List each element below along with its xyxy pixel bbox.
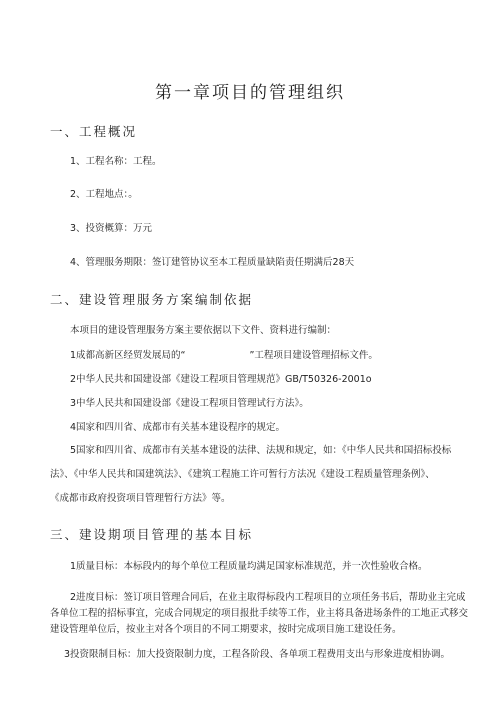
objective-investment: 3投资限制目标：加大投资限制力度，工程各阶段、各单项工程费用支出与形象进度相协调。 [64, 649, 451, 660]
basis-item-5-line-2: 法》、《中华人民共和国建筑法》、《建筑工程施工许可暂行方法况《建设工程质量管理条例》、 [50, 469, 435, 480]
overview-item-name: 1、工程名称：工程。 [70, 156, 162, 167]
objective-schedule-line-1: 2进度目标：签订项目管理合同后，在业主取得标段内工程项目的立项任务书后，帮助业主完成 [70, 592, 466, 603]
objective-quality: 1质量目标：本标段内的每个单位工程质量均满足国家标准规范，并一次性验收合格。 [70, 561, 428, 572]
basis-item-1-prefix: 1成都高新区经贸发展局的“ [70, 350, 186, 361]
basis-item-5-line-3: 《成都市政府投资项目管理暂行方法》等。 [50, 493, 231, 504]
overview-item-budget: 3、投资概算：万元 [70, 223, 153, 234]
section-heading-basis: 二、建设管理服务方案编制依据 [50, 292, 254, 307]
basis-item-2: 2中华人民共和国建设部《建设工程项目管理规范》GB/T50326-2001o [70, 374, 372, 385]
basis-intro: 本项目的建设管理服务方案主要依据以下文件、资料进行编制： [70, 325, 337, 336]
overview-item-service-period: 4、管理服务期限：签订建管协议至本工程质量缺陷责任期满后28天 [70, 257, 355, 268]
basis-item-1 [70, 349, 378, 363]
basis-item-3: 3中华人民共和国建设部《建设工程项目管理试行方法》。 [70, 398, 309, 409]
section-heading-overview: 一、工程概况 [50, 124, 138, 139]
basis-item-4: 4国家和四川省、成都市有关基本建设程序的规定。 [70, 422, 286, 433]
overview-item-location: 2、工程地点：。 [70, 189, 138, 200]
objective-schedule-line-2: 各单位工程的招标事宜，完成合同规定的项目报批手续等工作，业主将具备进场条件的工地正式移交 [50, 608, 469, 619]
basis-item-1-suffix: ”工程项目建设管理招标文件。 [249, 350, 378, 361]
basis-item-5-line-1: 5国家和四川省、成都市有关基本建设的法律、法规和规定，如：《中华人民共和国招标投标 [70, 445, 452, 456]
page-title: 第一章项目的管理组织 [155, 83, 345, 103]
section-heading-objectives: 三、建设期项目管理的基本目标 [50, 527, 254, 542]
objective-schedule-line-3: 建设管理单位后，按业主对各个项目的不同工期要求，按时完成项目施工建设任务。 [50, 624, 402, 635]
